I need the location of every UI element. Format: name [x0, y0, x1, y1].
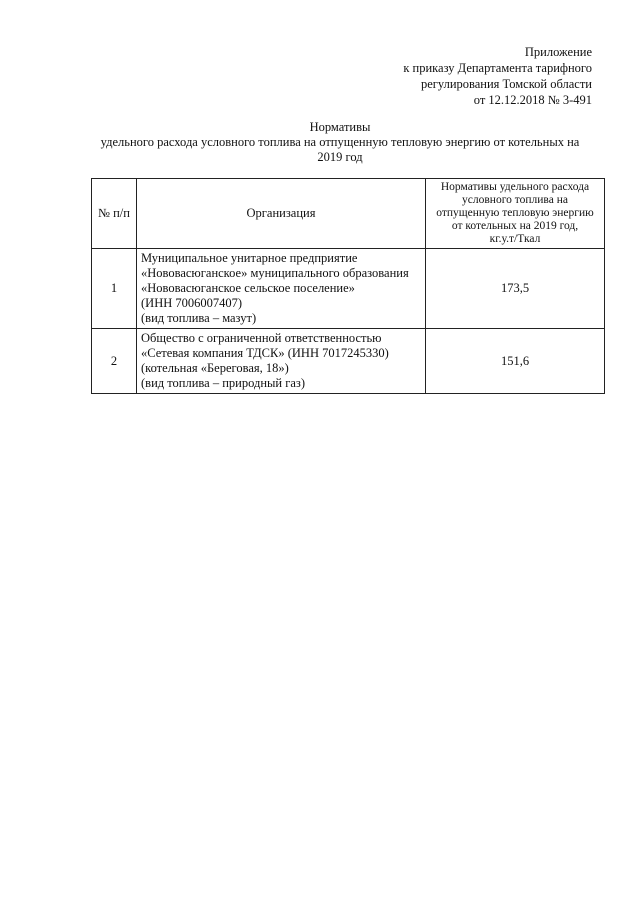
appendix-label: Приложение: [524, 45, 592, 59]
header-norm-line: от котельных на 2019 год,: [451, 220, 579, 232]
organization-line: (котельная «Береговая, 18»): [141, 361, 289, 375]
header-number: № п/п: [92, 179, 137, 249]
document-title: [80, 120, 600, 165]
organization-line: «Нововасюганское сельское поселение»: [141, 281, 355, 295]
table-header-row: [92, 179, 605, 249]
row-number: 1: [92, 249, 137, 329]
row-norm-value: 151,6: [426, 329, 605, 394]
header-organization: Организация: [137, 179, 426, 249]
appendix-header: [403, 44, 592, 108]
header-norm-line: отпущенную тепловую энергию: [436, 207, 594, 219]
header-norm-line: Нормативы удельного расхода: [440, 181, 590, 193]
header-norm: [426, 179, 605, 249]
title-subtitle-line-1: удельного расхода условного топлива на отпущенную тепловую энергию от котельных на: [100, 135, 580, 149]
organization-line: «Нововасюганское» муниципального образования: [141, 266, 409, 280]
row-organization: [137, 249, 426, 329]
table-row: [92, 249, 605, 329]
header-norm-unit: кг.у.т/Ткал: [489, 233, 541, 245]
row-organization: [137, 329, 426, 394]
title-main: Нормативы: [309, 120, 371, 134]
organization-fuel-type: (вид топлива – природный газ): [141, 376, 305, 390]
organization-fuel-type: (вид топлива – мазут): [141, 311, 257, 325]
title-subtitle-line-2: 2019 год: [317, 150, 363, 164]
header-norm-line: условного топлива на: [462, 194, 568, 206]
row-number: 2: [92, 329, 137, 394]
organization-line: Муниципальное унитарное предприятие: [141, 251, 358, 265]
table-row: [92, 329, 605, 394]
organization-line: «Сетевая компания ТДСК» (ИНН 7017245330): [141, 346, 389, 360]
organization-inn: (ИНН 7006007407): [141, 296, 243, 310]
norms-table: [91, 178, 605, 394]
order-reference-line-1: к приказу Департамента тарифного: [403, 61, 592, 75]
order-date-number: от 12.12.2018 № 3-491: [473, 93, 592, 107]
row-norm-value: 173,5: [426, 249, 605, 329]
order-reference-line-2: регулирования Томской области: [420, 77, 592, 91]
organization-line: Общество с ограниченной ответственностью: [141, 331, 382, 345]
